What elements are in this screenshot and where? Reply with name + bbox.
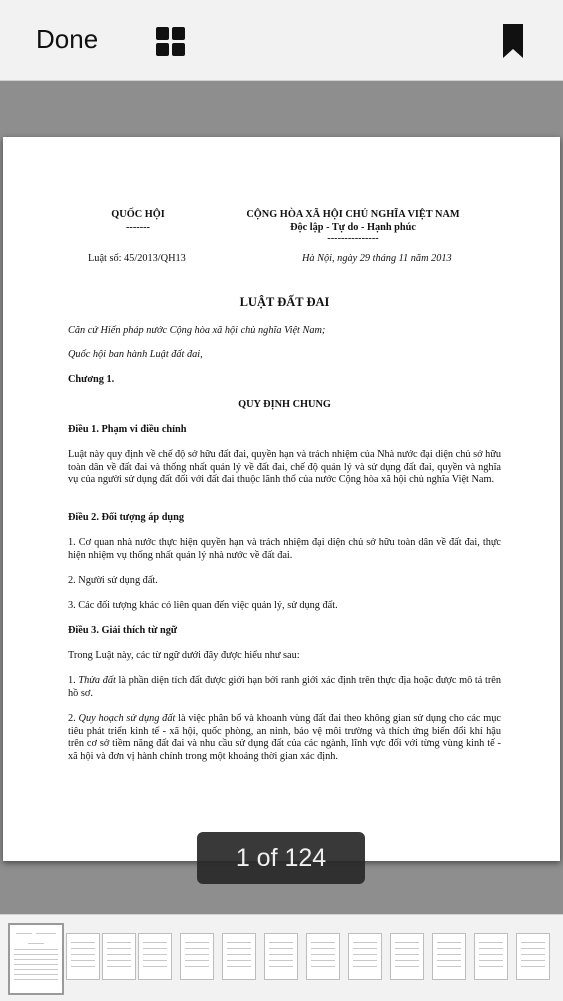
grid-icon[interactable]: [156, 27, 186, 57]
article-3-item-1: 1. Thửa đất là phần diện tích đất được giới hạn bởi ranh giới xác định trên thực địa hoặc được mô tả trên hồ sơ.: [68, 675, 502, 699]
thumbnail-page[interactable]: [348, 933, 382, 980]
thumbnail-page[interactable]: [432, 933, 466, 980]
article-2-item-2: 2. Người sử dụng đất.: [68, 575, 158, 586]
thumbnail-page[interactable]: [102, 933, 136, 980]
left-header: QUỐC HỘI: [111, 209, 165, 220]
thumbnail-page[interactable]: [264, 933, 298, 980]
chapter-title: QUY ĐỊNH CHUNG: [238, 399, 331, 410]
thumbnail-strip[interactable]: [0, 914, 563, 1001]
left-dashes: -------: [125, 222, 150, 233]
thumbnail-page-1[interactable]: [8, 923, 64, 995]
thumbnail-page[interactable]: [306, 933, 340, 980]
done-button[interactable]: Done: [36, 24, 99, 54]
document-page[interactable]: [3, 137, 560, 861]
page-indicator: 1 of 124: [197, 832, 365, 884]
article-3-item-2: 2. Quy hoạch sử dụng đất là việc phân bổ và khoanh vùng đất đai theo không gian sử dụng cho các mục tiêu phát triển kinh tế - xã hội, quốc phòng, an ninh, bảo vệ môi trường và thích ứng biến đổi khí hậu trên cơ sở tiềm năng đất đai và nhu cầu sử dụng đất của các ngành, lĩnh vực đối với từng vùng kinh tế - xã hội và đơn vị hành chính trong một khoảng thời gian xác định.: [68, 713, 502, 762]
law-title: LUẬT ĐẤT ĐAI: [239, 295, 330, 309]
place-date: Hà Nội, ngày 29 tháng 11 năm 2013: [302, 253, 452, 264]
article-3-intro: Trong Luật này, các từ ngữ dưới đây được hiểu như sau:: [68, 650, 300, 661]
motto: Độc lập - Tự do - Hạnh phúc: [290, 222, 416, 233]
article-2-item-3: 3. Các đối tượng khác có liên quan đến việc quản lý, sử dụng đất.: [68, 600, 338, 611]
article-2-title: Điều 2. Đối tượng áp dụng: [68, 512, 185, 523]
top-toolbar: [0, 0, 563, 81]
thumbnail-page[interactable]: [516, 933, 550, 980]
thumbnail-page[interactable]: [222, 933, 256, 980]
thumbnail-page[interactable]: [474, 933, 508, 980]
right-header: CỘNG HÒA XÃ HỘI CHỦ NGHĨA VIỆT NAM: [246, 209, 460, 220]
document-viewer[interactable]: [0, 81, 563, 914]
bookmark-icon[interactable]: [503, 24, 523, 58]
thumbnail-page[interactable]: [390, 933, 424, 980]
thumbnail-page[interactable]: [138, 933, 172, 980]
article-1-title: Điều 1. Phạm vi điều chỉnh: [68, 424, 187, 435]
term-quy-hoach: Quy hoạch sử dụng đất: [78, 713, 176, 724]
preamble-1: Căn cứ Hiến pháp nước Cộng hòa xã hội chủ nghĩa Việt Nam;: [68, 325, 326, 336]
law-number: Luật số: 45/2013/QH13: [88, 253, 186, 264]
chapter-number: Chương 1.: [68, 374, 115, 385]
thumbnail-page[interactable]: [180, 933, 214, 980]
preamble-2: Quốc hội ban hành Luật đất đai,: [68, 349, 203, 360]
article-3-title: Điều 3. Giải thích từ ngữ: [68, 625, 178, 636]
term-thua-dat: Thửa đất: [78, 675, 116, 686]
right-dashes: ---------------: [327, 233, 379, 244]
article-1-body: Luật này quy định về chế độ sở hữu đất đai, quyền hạn và trách nhiệm của Nhà nước đại diện chủ sở hữu toàn dân về đất đai và thống nhất quản lý về đất đai, chế độ quản lý và sử dụng đất đai, quyền và nghĩa vụ của người sử dụng đất đối với đất đai thuộc lãnh thổ của nước Cộng hòa xã hội chủ nghĩa Việt Nam.: [68, 449, 501, 485]
article-2-item-1: 1. Cơ quan nhà nước thực hiện quyền hạn và trách nhiệm đại diện chủ sở hữu toàn dân về đất đai, thực hiện nhiệm vụ thống nhất quản lý nhà nước về đất đai.: [68, 537, 501, 561]
thumbnail-page[interactable]: [66, 933, 100, 980]
